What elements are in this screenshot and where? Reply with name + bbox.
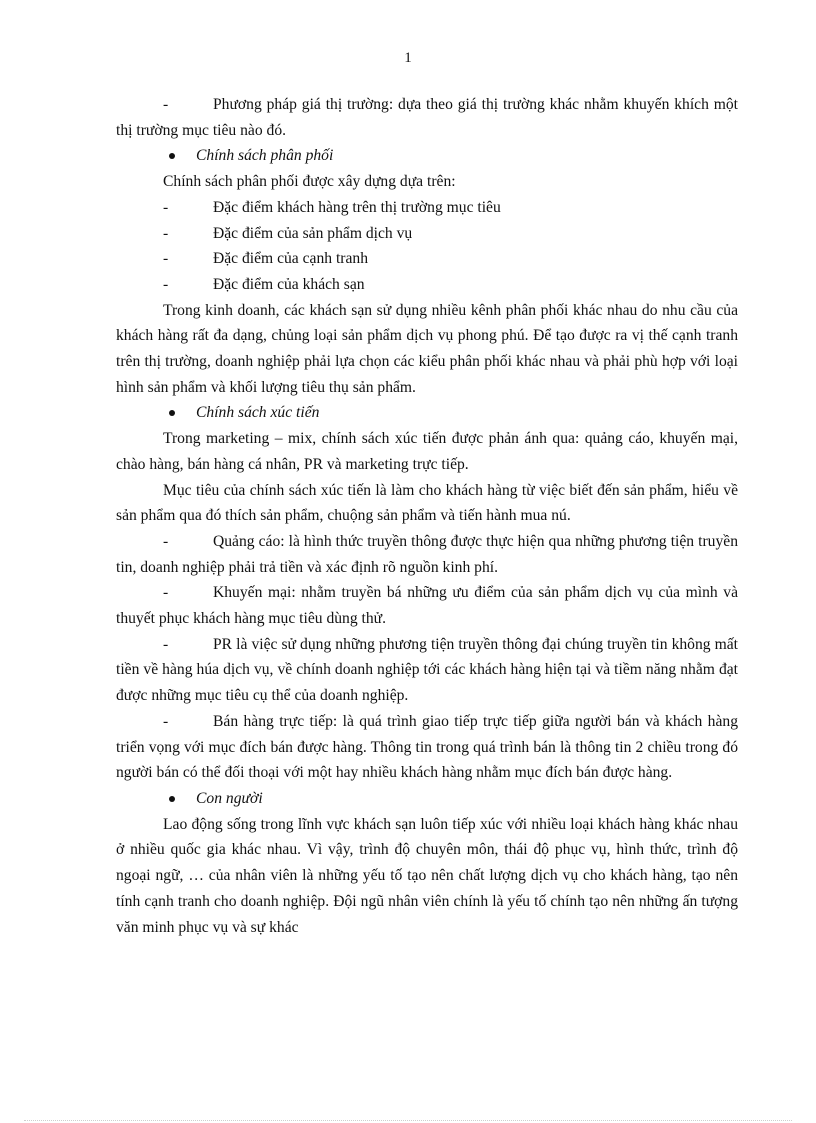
section-heading	[116, 143, 738, 169]
dash-list-item-text: Đặc điểm của cạnh tranh	[213, 250, 368, 268]
dash-marker: -	[163, 584, 169, 602]
dash-list-item	[116, 195, 738, 221]
dash-list-item	[116, 632, 738, 709]
dash-list-item	[116, 529, 738, 580]
bullet-icon	[169, 153, 175, 159]
dash-list-item-text: Bán hàng trực tiếp: là quá trình giao tiếp trực tiếp giữa người bán và khách hàng triển vọng với mục đích bán được hàng. Thông tin trong quá trình bán là thông tin 2 chiều trong đó người bán có thể đối thoại với một hay nhiều khách hàng nhằm mục đích bán được hàng.	[116, 712, 738, 782]
dash-marker: -	[163, 96, 169, 113]
dash-list-item	[116, 272, 738, 298]
dash-marker: -	[163, 224, 169, 242]
bullet-icon	[169, 410, 175, 416]
body-paragraph: Trong kinh doanh, các khách sạn sử dụng nhiều kênh phân phối khác nhau do nhu cầu của khách hàng rất đa dạng, chủng loại sản phẩm dịch vụ phong phú. Để tạo được ra vị thế cạnh tranh trên thị trường, doanh nghiệp phải lựa chọn các kiểu phân phối khác nhau và phải phù hợp với loại hình sản phẩm và khối lượng tiêu thụ sản phẩm.	[116, 301, 738, 396]
dash-list-item-text: PR là việc sử dụng những phương tiện truyền thông đại chúng truyền tin không mất tiền về hàng húa dịch vụ, về chính doanh nghiệp tới các khách hàng hiện tại và tiềm năng nhằm đạt được những mục tiêu cụ thể của doanh nghiệp.	[116, 635, 738, 705]
page-number: 1	[404, 50, 412, 66]
dash-list-item-text: Quảng cáo: là hình thức truyền thông được thực hiện qua những phương tiện truyền tin, doanh nghiệp phải trả tiền và xác định rõ nguồn kinh phí.	[116, 532, 738, 576]
dash-list-item-text: Phương pháp giá thị trường: dựa theo giá thị trường khác nhằm khuyến khích một thị trường mục tiêu nào đó.	[116, 96, 738, 139]
dash-list-item	[116, 221, 738, 247]
dash-marker: -	[163, 532, 169, 550]
dash-list-item-text: Đặc điểm của khách sạn	[213, 275, 365, 293]
dash-list-item-text: Đặc điểm của sản phẩm dịch vụ	[213, 224, 413, 242]
page-bottom-divider	[24, 1120, 792, 1121]
dash-list-item	[116, 709, 738, 786]
dash-marker: -	[163, 635, 169, 653]
bullet-icon	[169, 796, 175, 802]
body-paragraph: Trong marketing – mix, chính sách xúc tiến được phản ánh qua: quảng cáo, khuyến mại, chào hàng, bán hàng cá nhân, PR và marketing trực tiếp.	[116, 430, 738, 473]
dash-marker: -	[163, 198, 169, 216]
body-paragraph: Lao động sống trong lĩnh vực khách sạn luôn tiếp xúc với nhiều loại khách hàng khác nhau ở nhiều quốc gia khác nhau. Vì vậy, trình độ chuyên môn, thái độ phục vụ, hình thức, trình độ ngoại ngữ, … của nhân viên là những yếu tố tạo nên chất lượng dịch vụ cho khách hàng, tạo nên tính cạnh tranh cho doanh nghiệp. Đội ngũ nhân viên chính là yếu tố chính tạo nên những ấn tượng văn minh phục vụ và sự khác	[116, 815, 738, 936]
section-heading	[116, 400, 738, 426]
dash-marker: -	[163, 712, 169, 730]
dash-list-item-text: Đặc điểm khách hàng trên thị trường mục tiêu	[213, 198, 501, 216]
section-heading-text: Con người	[196, 789, 263, 807]
section-heading-text: Chính sách xúc tiến	[196, 404, 320, 422]
dash-list-item-text: Khuyến mại: nhằm truyền bá những ưu điểm của sản phẩm dịch vụ của mình và thuyết phục khách hàng mục tiêu dùng thử.	[116, 584, 738, 628]
section-heading	[116, 786, 738, 812]
document-body	[116, 92, 738, 940]
body-paragraph: Mục tiêu của chính sách xúc tiến là làm cho khách hàng từ việc biết đến sản phẩm, hiểu về sản phẩm qua đó thích sản phẩm, chuộng sản phẩm và tiến hành mua nú.	[116, 481, 738, 525]
dash-list-item	[116, 246, 738, 272]
dash-marker: -	[163, 250, 169, 268]
dash-marker: -	[163, 275, 169, 293]
dash-list-item	[116, 580, 738, 631]
dash-list-item	[116, 92, 738, 143]
body-paragraph: Chính sách phân phối được xây dựng dựa trên:	[163, 173, 456, 191]
section-heading-text: Chính sách phân phối	[196, 147, 334, 165]
